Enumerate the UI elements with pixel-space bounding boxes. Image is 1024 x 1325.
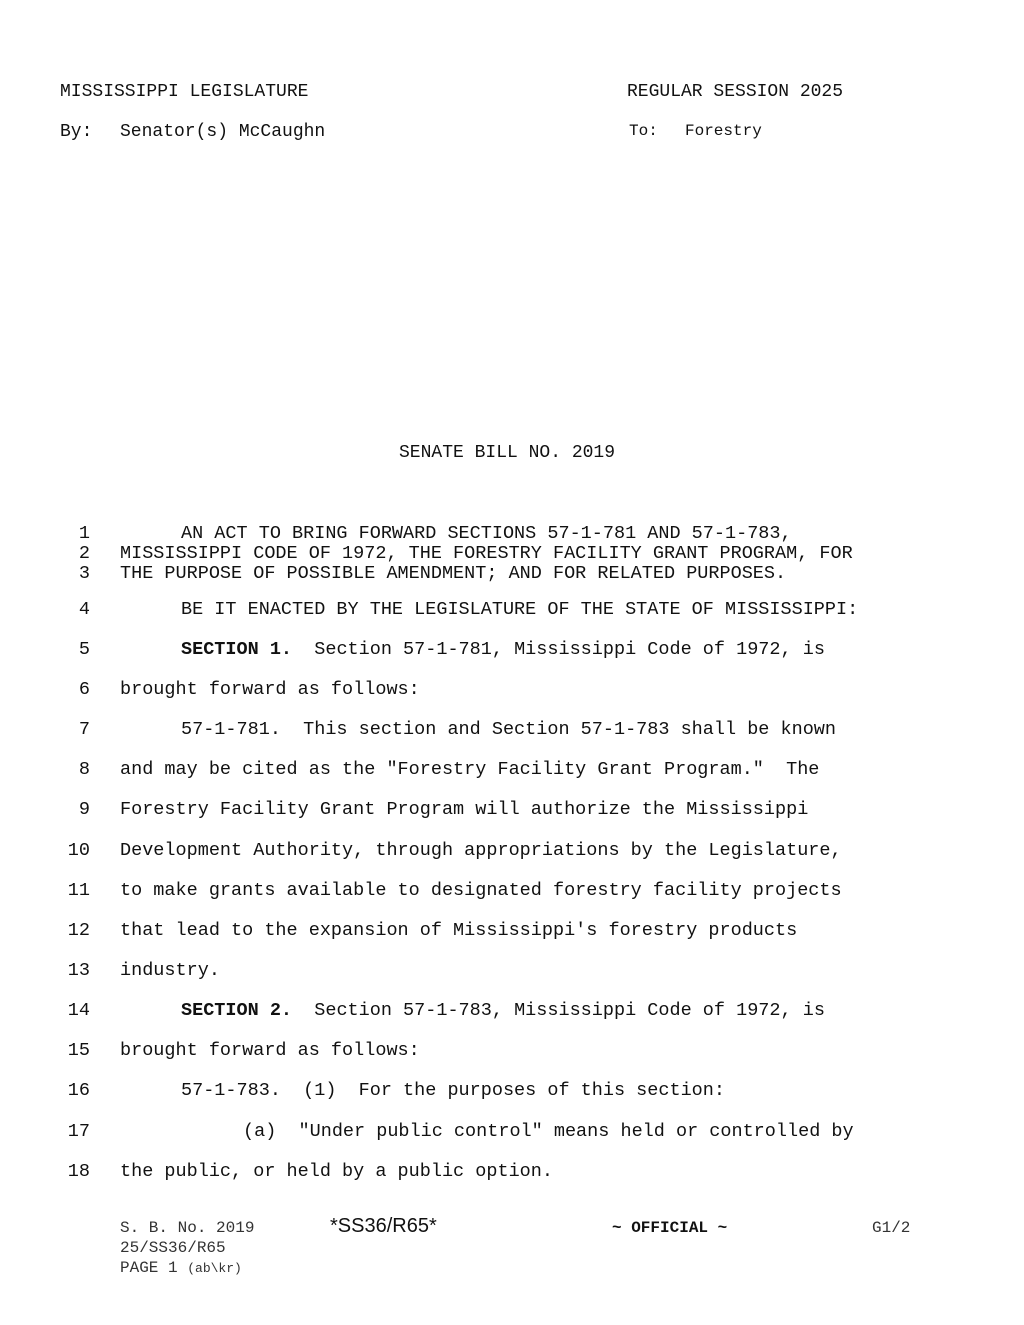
bill-text-line: and may be cited as the "Forestry Facility Grant Program." The <box>120 759 820 780</box>
bill-title: SENATE BILL NO. 2019 <box>399 443 616 463</box>
line-number: 10 <box>67 840 90 861</box>
bill-text-line: that lead to the expansion of Mississippi's forestry products <box>120 920 798 941</box>
by-label: By: <box>60 122 93 142</box>
bill-text-line: the public, or held by a public option. <box>120 1161 553 1182</box>
bill-text-line: BE IT ENACTED BY THE LEGISLATURE OF THE STATE OF MISSISSIPPI: <box>181 599 859 620</box>
typist-initials: (ab\kr) <box>187 1261 242 1276</box>
page-label: PAGE 1 <box>120 1259 178 1277</box>
sponsor-name: Senator(s) McCaughn <box>120 122 326 142</box>
bill-text-line: 57-1-783. (1) For the purposes of this section: <box>181 1080 725 1101</box>
session-label: REGULAR SESSION 2025 <box>627 82 844 102</box>
line-number: 5 <box>78 639 90 660</box>
bill-text-line <box>181 1002 825 1021</box>
bill-text-line: THE PURPOSE OF POSSIBLE AMENDMENT; AND FOR RELATED PURPOSES. <box>120 563 787 584</box>
bill-text-line: industry. <box>120 960 220 981</box>
line-number: 13 <box>67 960 90 981</box>
line-number: 16 <box>67 1080 90 1101</box>
barcode-text: *SS36/R65* <box>330 1215 437 1237</box>
page-indicator <box>120 1260 242 1276</box>
bill-text-line: brought forward as follows: <box>120 1040 420 1061</box>
line-number: 14 <box>67 1000 90 1021</box>
section-heading: SECTION 2. <box>181 1000 293 1021</box>
line-number: 2 <box>78 543 90 564</box>
line-number: 12 <box>67 920 90 941</box>
section-text: Section 57-1-783, Mississippi Code of 1972, is <box>292 1000 825 1021</box>
bill-text-line: (a) "Under public control" means held or controlled by <box>243 1121 854 1142</box>
bill-text-line: Development Authority, through appropriations by the Legislature, <box>120 840 842 861</box>
to-label: To: <box>629 122 658 140</box>
line-number: 6 <box>78 679 90 700</box>
line-number: 18 <box>67 1161 90 1182</box>
line-number: 7 <box>78 719 90 740</box>
line-number: 3 <box>78 563 90 584</box>
line-number: 1 <box>78 523 90 544</box>
bill-text-line: AN ACT TO BRING FORWARD SECTIONS 57-1-781 AND 57-1-783, <box>181 523 792 544</box>
section-text: Section 57-1-781, Mississippi Code of 1972, is <box>292 639 825 660</box>
legislature-name: MISSISSIPPI LEGISLATURE <box>60 82 309 102</box>
bill-text-line: Forestry Facility Grant Program will authorize the Mississippi <box>120 799 809 820</box>
line-number: 8 <box>78 759 90 780</box>
bill-text-line: 57-1-781. This section and Section 57-1-783 shall be known <box>181 719 837 740</box>
footer-bill-ref: S. B. No. 2019 <box>120 1219 255 1237</box>
line-number: 17 <box>67 1121 90 1142</box>
bill-text-line <box>181 641 825 660</box>
doc-code: 25/SS36/R65 <box>120 1239 226 1257</box>
official-label: ~ OFFICIAL ~ <box>612 1219 728 1237</box>
bill-text-line: MISSISSIPPI CODE OF 1972, THE FORESTRY FACILITY GRANT PROGRAM, FOR <box>120 543 853 564</box>
section-heading: SECTION 1. <box>181 639 293 660</box>
page-code: G1/2 <box>872 1219 911 1237</box>
line-number: 9 <box>78 799 90 820</box>
line-number: 15 <box>67 1040 90 1061</box>
bill-text-line: to make grants available to designated forestry facility projects <box>120 880 842 901</box>
bill-text-line: brought forward as follows: <box>120 679 420 700</box>
line-number: 11 <box>67 880 90 901</box>
committee-name: Forestry <box>685 122 762 140</box>
line-number: 4 <box>78 599 90 620</box>
